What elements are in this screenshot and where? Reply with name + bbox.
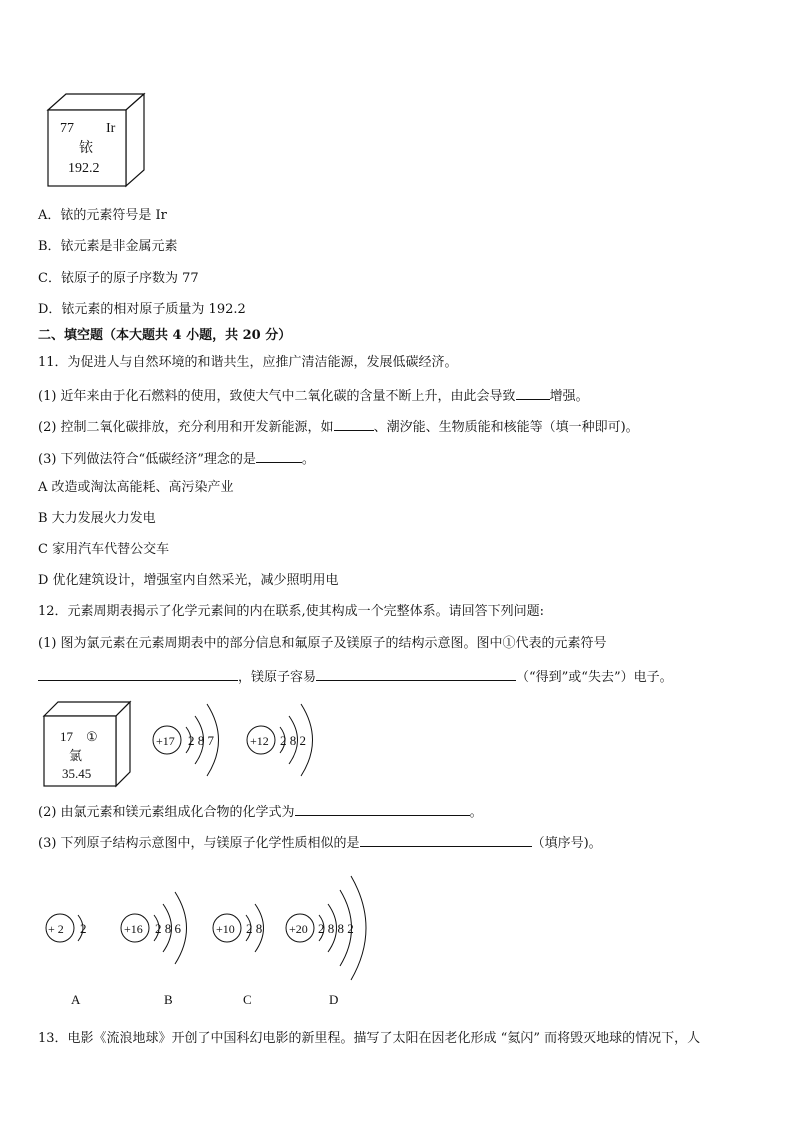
q13-stem: 13．电影《流浪地球》开创了中国科幻电影的新里程。描写了太阳在因老化形成 “氦闪” 而将毁灭地球的情况下，人 — [38, 1031, 701, 1046]
option-b-shell-electrons: 2 8 6 — [155, 921, 181, 936]
q11-option-a: A 改造或淘汰高能耗、高污染产业 — [38, 480, 234, 495]
q11-part2 — [38, 416, 639, 437]
iridium-symbol: Ir — [106, 121, 116, 136]
q11-part3-tail: 。 — [301, 452, 315, 467]
q12-part1-continued — [38, 666, 673, 687]
q12-part3-tail: （填序号)。 — [531, 836, 602, 851]
q10-option-d: D．铱元素的相对原子质量为 192.2 — [38, 302, 246, 317]
option-a-nucleus-charge: + 2 — [48, 922, 64, 936]
option-b-nucleus-charge: +16 — [124, 922, 143, 936]
q10-option-a: A．铱的元素符号是 Ir — [38, 208, 167, 223]
option-a-shell-electrons: 2 — [80, 921, 87, 936]
q12-part1: (1) 图为氯元素在元素周期表中的部分信息和氟原子及镁原子的结构示意图。图中①代表的元素符号 — [38, 636, 607, 651]
chlorine-atom-diagram — [150, 690, 234, 790]
q12-part1-tail: （“得到”或“失去”）电子。 — [516, 670, 673, 685]
option-c-nucleus-charge: +10 — [216, 922, 235, 936]
iridium-element-tile — [46, 92, 154, 188]
option-d-shell-electrons: 2 8 8 2 — [318, 921, 354, 936]
q11-part3 — [38, 448, 315, 469]
q12-part2 — [38, 801, 483, 822]
q12-part2-text: (2) 由氯元素和镁元素组成化合物的化学式为 — [38, 805, 295, 820]
q11-part2-text: (2) 控制二氧化碳排放，充分利用和开发新能源，如 — [38, 420, 334, 435]
option-d-nucleus-charge: +20 — [289, 922, 308, 936]
q10-option-c: C．铱原子的原子序数为 77 — [38, 271, 199, 286]
option-b-atom-diagram — [118, 880, 202, 1010]
q12-symbol-blank[interactable] — [38, 666, 238, 681]
q11-part1-blank[interactable] — [516, 385, 550, 400]
option-d-label: D — [329, 992, 339, 1007]
iridium-mass: 192.2 — [68, 161, 100, 176]
option-b-label: B — [164, 992, 173, 1007]
option-d-atom-diagram — [283, 870, 383, 1010]
chlorine-symbol: ① — [86, 729, 98, 744]
option-a-label: A — [71, 992, 81, 1007]
magnesium-nucleus-charge: +12 — [250, 734, 269, 748]
magnesium-atom-diagram — [244, 690, 328, 790]
q11-part1-text: (1) 近年来由于化石燃料的使用，致使大气中二氧化碳的含量不断上升，由此会导致 — [38, 389, 516, 404]
section2-heading: 二、填空题（本大题共 4 小题，共 20 分） — [38, 328, 292, 343]
q11-part3-text: (3) 下列做法符合“低碳经济”理念的是 — [38, 452, 256, 467]
q11-option-d: D 优化建筑设计，增强室内自然采光，减少照明用电 — [38, 573, 339, 588]
q11-part2-tail: 、潮汐能、生物质能和核能等（填一种即可)。 — [373, 420, 639, 435]
q10-option-b: B．铱元素是非金属元素 — [38, 239, 178, 254]
option-a-atom-diagram — [44, 880, 104, 1010]
q11-part1-tail: 增强。 — [549, 389, 589, 404]
q11-option-b: B 大力发展火力发电 — [38, 511, 156, 526]
chlorine-name: 氯 — [69, 748, 83, 763]
chlorine-nucleus-charge: +17 — [156, 734, 175, 748]
q12-formula-blank[interactable] — [295, 801, 470, 816]
q11-stem: 11．为促进人与自然环境的和谐共生，应推广清洁能源，发展低碳经济。 — [38, 355, 458, 370]
option-c-label: C — [243, 992, 252, 1007]
q11-part3-blank[interactable] — [256, 448, 302, 463]
chlorine-number: 17 — [60, 729, 73, 744]
q12-similar-blank[interactable] — [360, 832, 532, 847]
q11-option-c: C 家用汽车代替公交车 — [38, 542, 170, 557]
magnesium-shell-electrons: 2 8 2 — [280, 733, 306, 748]
q12-electron-blank[interactable] — [316, 666, 516, 681]
chlorine-shell-electrons: 2 8 7 — [188, 733, 214, 748]
option-c-atom-diagram — [210, 880, 280, 1010]
q12-part3-text: (3) 下列原子结构示意图中，与镁原子化学性质相似的是 — [38, 836, 360, 851]
iridium-name: 铱 — [79, 141, 93, 156]
q12-part1-mid: ，镁原子容易 — [238, 670, 317, 685]
q12-stem: 12．元素周期表揭示了化学元素间的内在联系,使其构成一个完整体系。请回答下列问题: — [38, 604, 545, 619]
iridium-number: 77 — [60, 121, 74, 136]
q11-part2-blank[interactable] — [334, 416, 374, 431]
option-c-shell-electrons: 2 8 — [246, 921, 263, 936]
chlorine-mass: 35.45 — [62, 766, 92, 781]
q11-part1 — [38, 385, 589, 406]
q12-part2-tail: 。 — [469, 805, 483, 820]
chlorine-element-tile — [42, 700, 134, 790]
q12-part3 — [38, 832, 602, 853]
